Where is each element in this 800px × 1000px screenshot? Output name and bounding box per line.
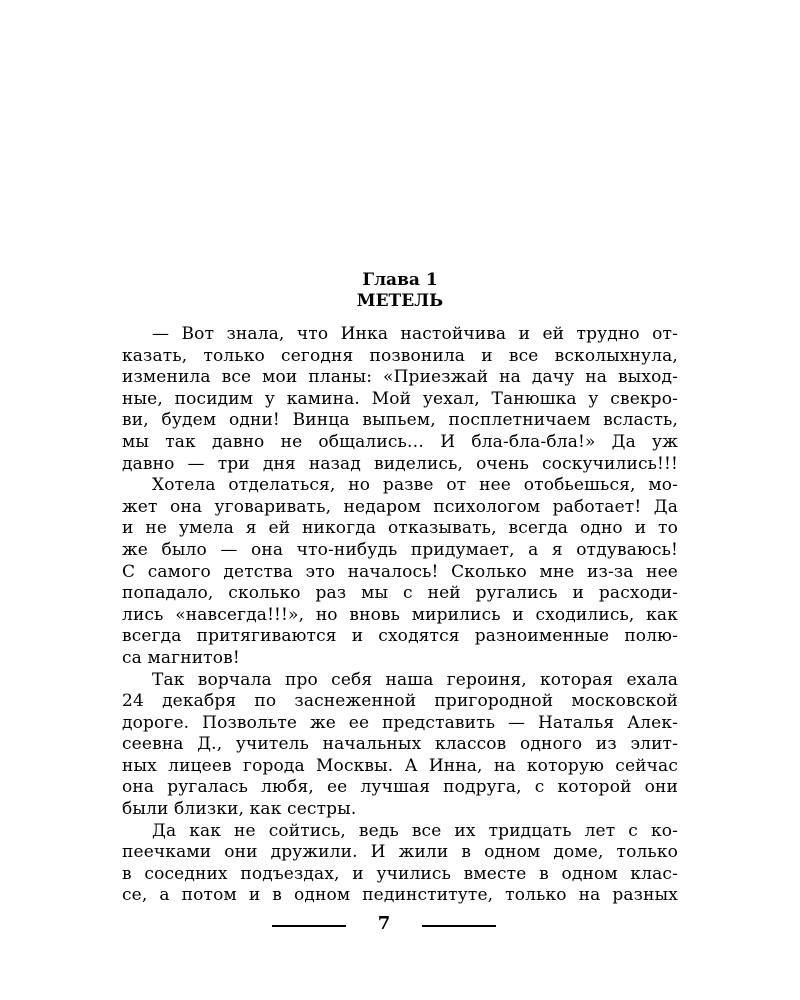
chapter-header bbox=[122, 270, 678, 312]
text-line: лись «навсегда!!!», но вновь мирились и сходились, как bbox=[122, 604, 678, 625]
chapter-number: Глава 1 bbox=[362, 270, 438, 290]
book-page bbox=[122, 0, 678, 1000]
text-line: дороге. Позвольте же ее представить — Наталья Алек- bbox=[122, 712, 678, 733]
body-text bbox=[122, 324, 678, 907]
footer-rule-left bbox=[272, 925, 346, 927]
text-line: ви, будем одни! Винца выпьем, посплетничаем всласть, bbox=[122, 410, 678, 431]
text-line: попадало, сколько раз мы с ней ругались и расходи- bbox=[122, 583, 678, 604]
text-line: — Вот знала, что Инка настойчива и ей трудно от- bbox=[152, 324, 678, 344]
text-line: давно — три дня назад виделись, очень соскучились!!! bbox=[122, 453, 678, 474]
text-line: она ругалась любя, ее лучшая подруга, с которой они bbox=[122, 777, 678, 798]
text-line: Так ворчала про себя наша героиня, которая ехала bbox=[152, 669, 678, 690]
text-line: сеевна Д., учитель начальных классов одного из элит- bbox=[122, 734, 678, 755]
footer-rule-right bbox=[422, 925, 496, 927]
page-number: 7 bbox=[377, 913, 391, 934]
text-line: Да как не сойтись, ведь все их тридцать лет с ко- bbox=[152, 820, 678, 841]
text-line: пеечками они дружили. И жили в одном доме, только bbox=[122, 842, 678, 863]
text-line: же было — она что-нибудь придумает, а я отдуваюсь! bbox=[122, 539, 678, 560]
text-line: изменила все мои планы: «Приезжай на дачу на выход- bbox=[122, 367, 678, 388]
text-line: были близки, как сестры. bbox=[122, 799, 357, 820]
page-footer bbox=[122, 912, 678, 936]
text-line: всегда притягиваются и сходятся разноименные полю- bbox=[122, 626, 678, 647]
text-line: казать, только сегодня позвонила и все всколыхнула, bbox=[122, 345, 678, 366]
text-line: и не умела я ей никогда отказывать, всегда одно и то bbox=[122, 518, 678, 539]
text-line: в соседних подъездах, и учились вместе в одном клас- bbox=[122, 863, 678, 884]
text-line: ные, посидим у камина. Мой уехал, Танюшка у свекро- bbox=[122, 388, 678, 409]
text-line: мы так давно не общались… И бла-бла-бла!» Да уж bbox=[122, 431, 678, 452]
text-line: се, а потом и в одном пединституте, только на разных bbox=[122, 885, 678, 906]
text-line: Хотела отделаться, но разве от нее отобьешься, мо- bbox=[152, 475, 678, 496]
text-line: 24 декабря по заснеженной пригородной московской bbox=[122, 691, 678, 712]
chapter-title: МЕТЕЛЬ bbox=[356, 291, 444, 311]
text-line: са магнитов! bbox=[122, 647, 240, 668]
text-line: С самого детства это началось! Сколько мне из-за нее bbox=[122, 561, 678, 582]
text-line: жет она уговаривать, недаром психологом работает! Да bbox=[122, 496, 678, 517]
text-line: ных лицеев города Москвы. А Инна, на которую сейчас bbox=[122, 755, 678, 776]
